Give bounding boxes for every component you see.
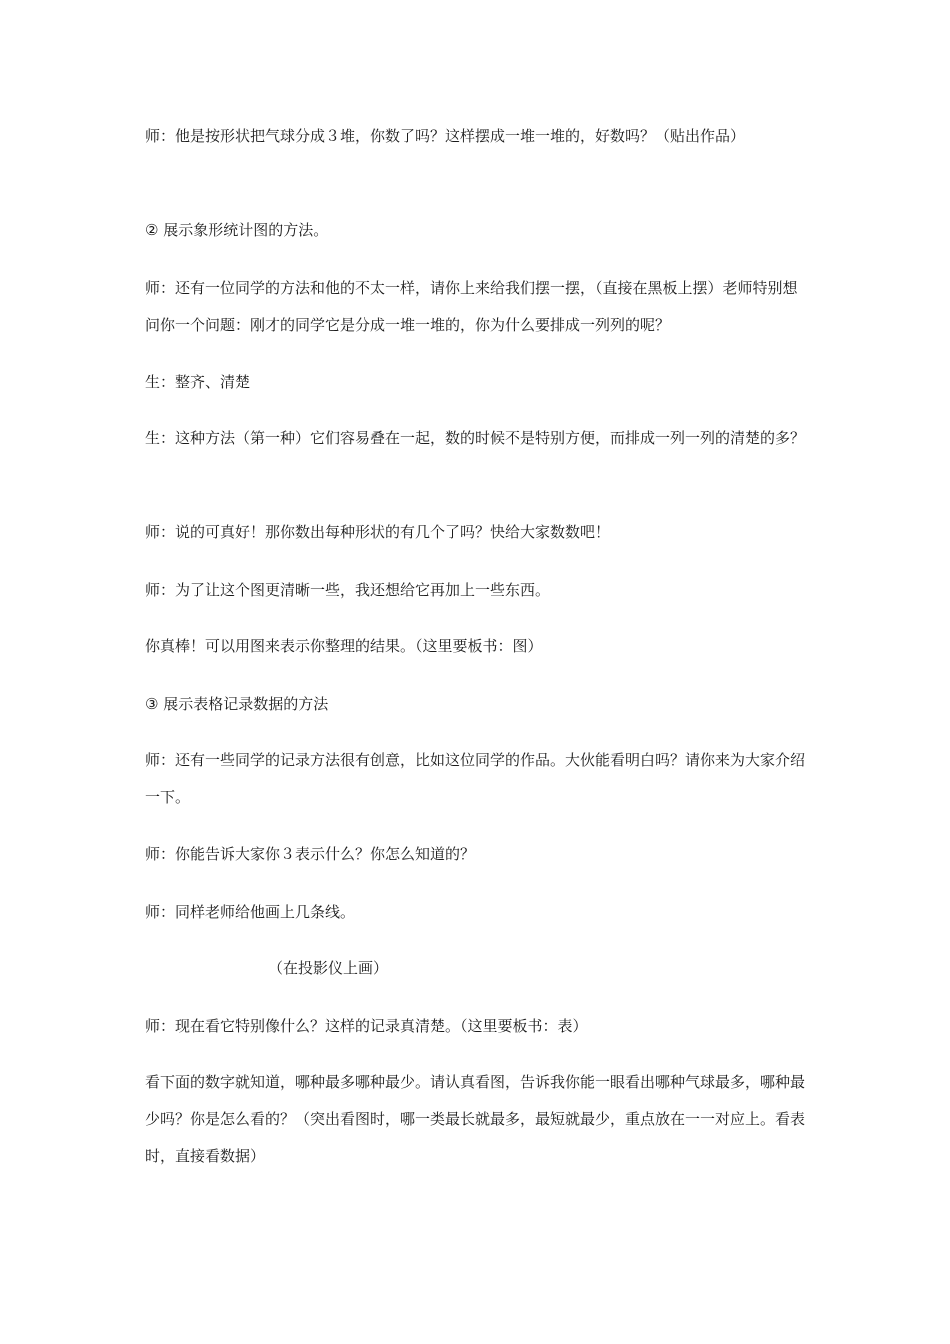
paragraph-11: 师：你能告诉大家你３表示什么？你怎么知道的？ [145, 845, 476, 863]
paragraph-10: 师：还有一些同学的记录方法很有创意，比如这位同学的作品。大伙能看明白吗？请你来为大家介绍一下。 [145, 751, 806, 806]
paragraph-5: 生：这种方法（第一种）它们容易叠在一起，数的时候不是特别方便，而排成一列一列的清楚的多？ [145, 429, 806, 447]
paragraph-14: 师：现在看它特别像什么？这样的记录真清楚。（这里要板书：表） [145, 1017, 588, 1035]
paragraph-3: 师：还有一位同学的方法和他的不太一样，请你上来给我们摆一摆，（直接在黑板上摆）老师特别想问你一个问题：刚才的同学它是分成一堆一堆的，你为什么要排成一列列的呢？ [145, 279, 798, 334]
paragraph-8: 你真棒！可以用图来表示你整理的结果。（这里要板书：图） [145, 637, 543, 655]
paragraph-2: ② 展示象形统计图的方法。 [145, 221, 329, 239]
paragraph-13: （在投影仪上画） [268, 959, 389, 977]
paragraph-12: 师：同样老师给他画上几条线。 [145, 903, 356, 921]
paragraph-1: 师：他是按形状把气球分成３堆，你数了吗？这样摆成一堆一堆的，好数吗？（贴出作品） [145, 127, 746, 145]
paragraph-15: 看下面的数字就知道，哪种最多哪种最少。请认真看图，告诉我你能一眼看出哪种气球最多，哪种最少吗？你是怎么看的？（突出看图时，哪一类最长就最多，最短就最少，重点放在一一对应上。看表时，直接看数据） [145, 1073, 806, 1165]
paragraph-7: 师：为了让这个图更清晰一些，我还想给它再加上一些东西。 [145, 581, 551, 599]
paragraph-6: 师：说的可真好！那你数出每种形状的有几个了吗？快给大家数数吧！ [145, 523, 611, 541]
paragraph-4: 生：整齐、清楚 [145, 373, 251, 391]
paragraph-9: ③ 展示表格记录数据的方法 [145, 695, 329, 713]
